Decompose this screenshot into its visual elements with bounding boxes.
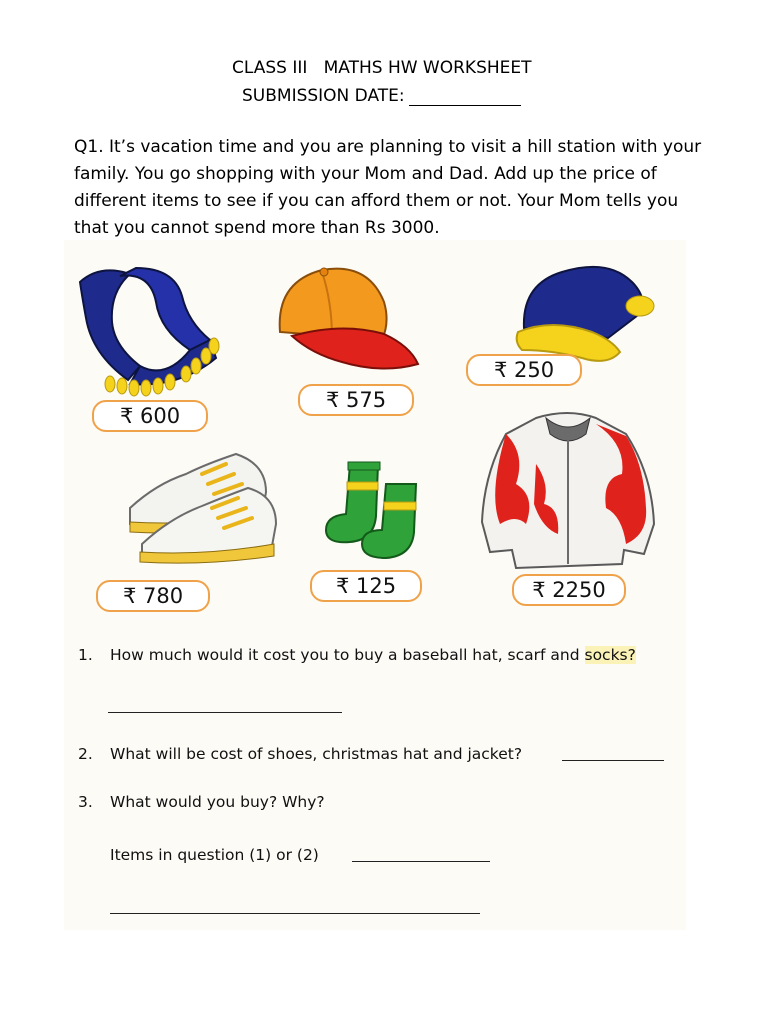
price-tag-jacket: ₹ 2250 [512,574,626,606]
price-tag-scarf: ₹ 600 [92,400,208,432]
baseball-cap-icon [272,262,422,377]
christmas-hat-icon [512,254,662,370]
question-1-text-end: socks? [584,646,636,664]
answer-line-1[interactable] [108,712,342,713]
question-2-text: What will be cost of shoes, christmas hat and jacket? [110,745,523,763]
question-3-text: What would you buy? Why? [110,793,325,811]
question-1-text: How much would it cost you to buy a baseball hat, scarf and [110,646,585,664]
shoes-icon [116,444,282,570]
question-2 [78,745,522,763]
worksheet-title: CLASS III MATHS HW WORKSHEET [232,58,532,78]
submission-date-line [242,86,521,106]
submission-date-blank[interactable] [409,87,521,106]
question-3 [78,793,325,811]
socks-icon [320,460,430,560]
price-tag-baseball-cap: ₹ 575 [298,384,414,416]
question-1-number: 1. [78,646,93,664]
price-tag-shoes: ₹ 780 [96,580,210,612]
question-3-items: Items in question (1) or (2) [110,846,319,864]
jacket-icon [476,404,660,574]
question-1 [78,646,636,664]
question-intro: Q1. It’s vacation time and you are planning to visit a hill station with your family. You go shopping with your Mom and Dad. Add up the price of different items to see if you can afford them or not. Your Mom tells you that you cannot spend more than Rs 3000. [74,137,702,238]
answer-line-3b[interactable] [110,913,480,914]
answer-line-3a[interactable] [352,861,490,862]
price-tag-socks: ₹ 125 [310,570,422,602]
submission-date-label: SUBMISSION DATE: [242,86,405,106]
answer-line-2[interactable] [562,760,664,761]
question-3-number: 3. [78,793,93,811]
question-2-number: 2. [78,745,93,763]
scarf-icon [70,262,220,398]
price-tag-christmas-hat: ₹ 250 [466,354,582,386]
